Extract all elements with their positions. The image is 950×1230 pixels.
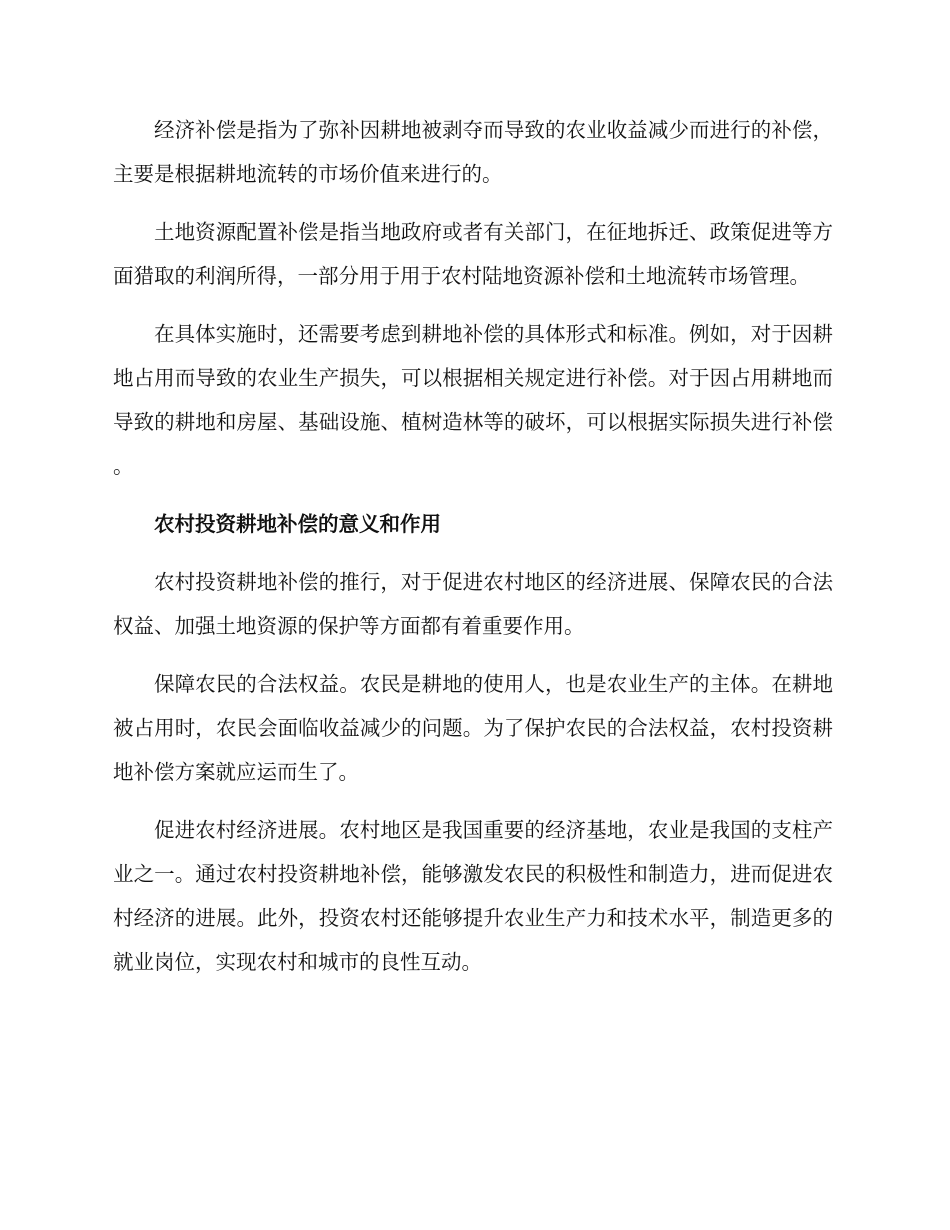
paragraph-land-resource-compensation: 土地资源配置补偿是指当地政府或者有关部门，在征地拆迁、政策促进等方面猎取的利润所得，一部分用于用于农村陆地资源补偿和土地流转市场管理。 [113,220,833,288]
paragraph-significance: 农村投资耕地补偿的推行，对于促进农村地区的经济进展、保障农民的合法权益、加强土地资源的保护等方面都有着重要作用。 [113,570,833,638]
paragraph-implementation: 在具体实施时，还需要考虑到耕地补偿的具体形式和标准。例如，对于因耕地占用而导致的农业生产损失，可以根据相关规定进行补偿。对于因占用耕地而导致的耕地和房屋、基础设施、植树造林等的破坏，可以根据实际损失进行补偿。 [113,322,833,478]
document-body [113,108,833,998]
paragraph-rural-economy: 促进农村经济进展。农村地区是我国重要的经济基地，农业是我国的支柱产业之一。通过农村投资耕地补偿，能够激发农民的积极性和制造力，进而促进农村经济的进展。此外，投资农村还能够提升农业生产力和技术水平，制造更多的就业岗位，实现农村和城市的良性互动。 [113,818,833,974]
paragraph-economic-compensation: 经济补偿是指为了弥补因耕地被剥夺而导致的农业收益减少而进行的补偿，主要是根据耕地流转的市场价值来进行的。 [113,118,833,186]
section-heading: 农村投资耕地补偿的意义和作用 [154,512,441,536]
paragraph-farmer-rights: 保障农民的合法权益。农民是耕地的使用人，也是农业生产的主体。在耕地被占用时，农民会面临收益减少的问题。为了保护农民的合法权益，农村投资耕地补偿方案就应运而生了。 [113,672,833,784]
